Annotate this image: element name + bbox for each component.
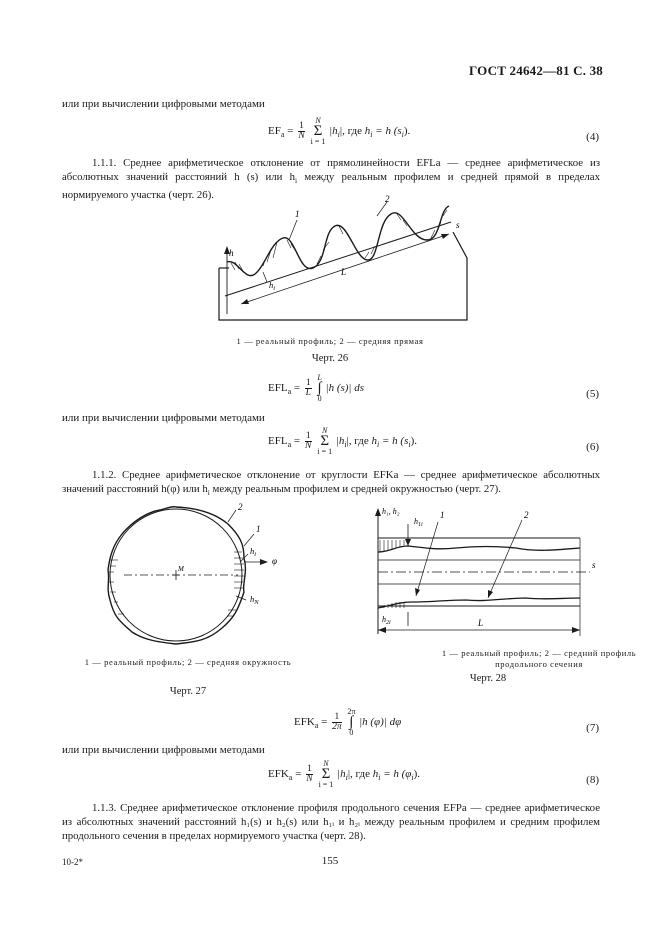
figure-26 — [205, 192, 475, 332]
svg-text:h2i: $h_{2i}$ — [382, 615, 391, 626]
formula-8: $EFK_a$ = $\frac{1}{N}$ N Σ i = 1 $|h_i|$, где $h_i = h$ $(\varphi_i)$. — [268, 759, 421, 789]
svg-text:2: 2 — [238, 502, 243, 512]
formula-5: $EFL_a$ = $\frac{1}{L}$ L ∫ 0 |h (s)| ds — [268, 373, 364, 403]
figure-27-title: Черт. 27 — [169, 686, 207, 697]
equation-number-7: (7) — [586, 722, 599, 734]
svg-text:h1i: $h_{1i}$ — [414, 517, 423, 528]
svg-text:2: 2 — [524, 510, 529, 520]
svg-text:h: h — [229, 248, 234, 258]
equation-number-5: (5) — [586, 388, 599, 400]
svg-text:φ: φ — [272, 556, 277, 566]
figure-27-caption: 1 — реальный профиль; 2 — средняя окружность — [84, 657, 292, 667]
svg-text:hi: $h_i$ — [269, 280, 276, 292]
equation-number-4: (4) — [586, 131, 599, 143]
paragraph-1-1-3: 1.1.3. Среднее арифметическое отклонение профиля продольного сечения EFPa — среднее арифметическое из абсолютных значений расстояний h₁(s) и h₂(s) или h₁ᵢ и h₂ᵢ между реальным профилем и средним профилем продольного сечения в пределах нормируемого участка (черт. 28). — [62, 802, 600, 842]
svg-text:s: s — [592, 560, 596, 570]
svg-text:1: 1 — [295, 209, 300, 219]
equation-number-6: (6) — [586, 441, 599, 453]
formula-4: $EF_a$ = $\frac{1}{N}$ N Σ i = 1 $|h_i|$, где $h_i = h$ $(s_i)$. — [268, 116, 411, 146]
page-number: 155 — [321, 855, 339, 867]
figure-27 — [88, 500, 288, 650]
svg-text:hN: $h_N$ — [250, 594, 259, 606]
svg-text:hi: $h_i$ — [250, 546, 257, 558]
figure-26-title: Черт. 26 — [311, 353, 349, 364]
formula-7: $EFK_a$ = $\frac{1}{2\pi}$ 2π ∫ 0 |h (φ)| dφ — [294, 707, 402, 737]
svg-text:L: L — [341, 267, 347, 277]
svg-text:s: s — [456, 220, 460, 230]
figure-28-caption: 1 — реальный профиль; 2 — средний профиль продольного сечения — [441, 648, 637, 669]
figure-26-caption: 1 — реальный профиль; 2 — средняя прямая — [236, 336, 424, 346]
formula-6: $EFL_a$ = $\frac{1}{N}$ N Σ i = 1 $|h_i|$, где $h_i = h$ $(s_i)$. — [268, 426, 418, 456]
svg-text:2: 2 — [385, 194, 390, 204]
svg-text:1: 1 — [440, 510, 445, 520]
equation-number-8: (8) — [586, 774, 599, 786]
figure-28-title: Черт. 28 — [469, 673, 507, 684]
intro-text-1: или при вычислении цифровыми методами — [62, 98, 265, 110]
paragraph-1-1-2: 1.1.2. Среднее арифметическое отклонение от круглости EFKa — среднее арифметическое абсолютных значений расстояний h(φ) или $h_i$ между реальным профилем и средней окружностью (черт. 27). — [62, 469, 600, 498]
paragraph-1-1-1: 1.1.1. Среднее арифметическое отклонение от прямолинейности EFLa — среднее арифметическое из абсолютных значений расстояний h (s) или $h_i$ между реальным профилем и средней прямой в пределах нормируемого участка (черт. 26). — [62, 157, 601, 202]
intro-text-3: или при вычислении цифровыми методами — [62, 744, 265, 756]
page-header: ГОСТ 24642—81 С. 38 — [469, 63, 603, 78]
svg-text:M: M — [178, 565, 184, 573]
footer-code: 10-2* — [62, 857, 83, 867]
figure-28 — [366, 502, 606, 642]
svg-text:L: L — [478, 618, 484, 628]
svg-text:1: 1 — [256, 524, 261, 534]
svg-text:h₁, h₂: h₁, h₂ — [382, 507, 400, 516]
intro-text-2: или при вычислении цифровыми методами — [62, 412, 265, 424]
